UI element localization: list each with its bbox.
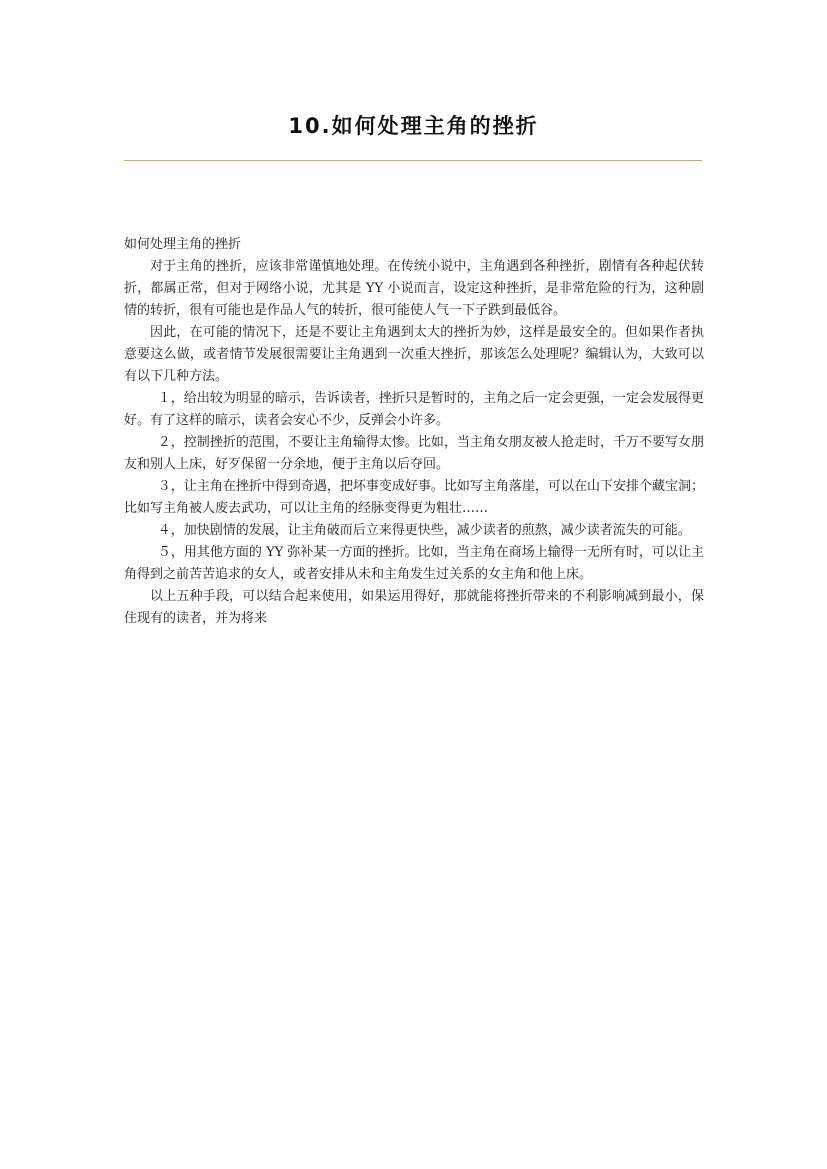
list-item-paragraph: ４，加快剧情的发展，让主角破而后立来得更快些，减少读者的煎熬，减少读者流失的可能。 — [157, 523, 691, 538]
title-divider — [124, 160, 702, 161]
paragraph: 以上五种手段，可以结合起来使用，如果运用得好，那就能将挫折带来的不利影响减到最小，保住现有的读者，并为将来 — [124, 589, 704, 626]
paragraph: 对于主角的挫折，应该非常谨慎地处理。在传统小说中，主角遇到各种挫折，剧情有各种起伏转折，都属正常，但对于网络小说，尤其是 YY 小说而言，设定这种挫折，是非常危险的行为，这种剧情的转折，很有可能也是作品人气的转折，很可能使人气一下子跌到最低谷。 — [124, 259, 704, 318]
page-title: 10.如何处理主角的挫折 — [288, 114, 539, 138]
paragraph: 因此，在可能的情况下，还是不要让主角遇到太大的挫折为妙，这样是最安全的。但如果作者执意要这么做，或者情节发展很需要让主角遇到一次重大挫折，那该怎么处理呢？编辑认为，大致可以有以下几种方法。 — [124, 325, 704, 384]
list-item-paragraph: ３，让主角在挫折中得到奇遇，把坏事变成好事。比如写主角落崖，可以在山下安排个藏宝洞；比如写主角被人废去武功，可以让主角的经脉变得更为粗壮…… — [124, 479, 704, 516]
section-subheading: 如何处理主角的挫折 — [124, 237, 242, 252]
document-body — [124, 234, 704, 630]
list-item-paragraph: ５，用其他方面的 YY 弥补某一方面的挫折。比如，当主角在商场上输得一无所有时，可以让主角得到之前苦苦追求的女人，或者安排从未和主角发生过关系的女主角和他上床。 — [124, 545, 704, 582]
list-item-paragraph: １，给出较为明显的暗示，告诉读者，挫折只是暂时的，主角之后一定会更强，一定会发展得更好。有了这样的暗示，读者会安心不少，反弹会小许多。 — [124, 391, 704, 428]
list-item-paragraph: ２，控制挫折的范围，不要让主角输得太惨。比如，当主角女朋友被人抢走时，千万不要写女朋友和别人上床，好歹保留一分余地，便于主角以后夺回。 — [124, 435, 704, 472]
